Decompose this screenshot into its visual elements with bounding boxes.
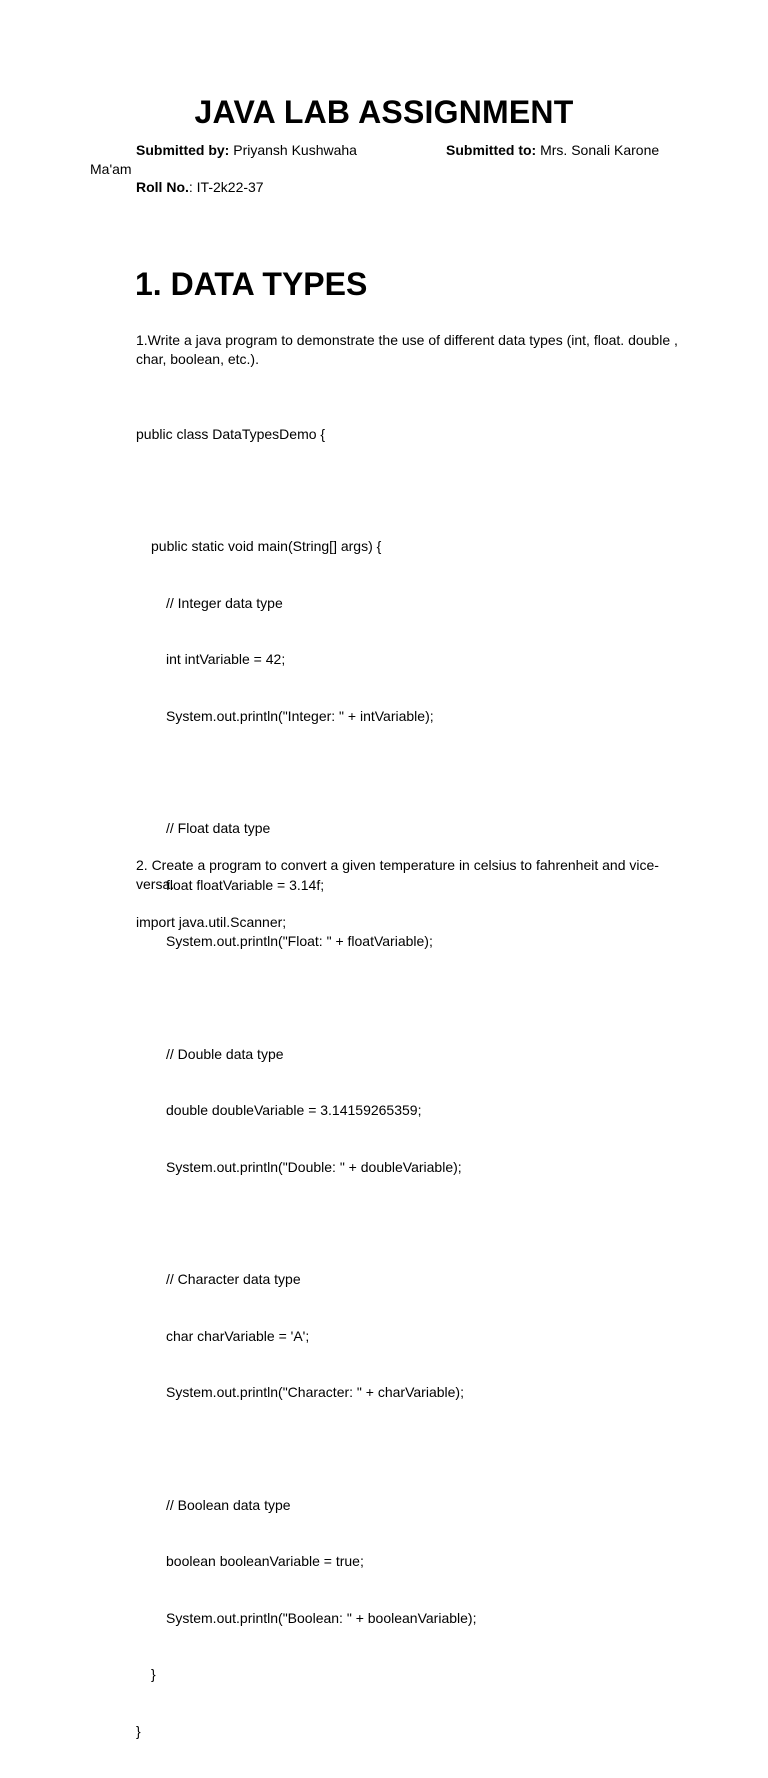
submitted-by-label: Submitted by: [136,142,230,158]
submitted-by-value: Priyansh Kushwaha [229,142,357,158]
code-line: // Float data type [166,820,271,837]
section-heading: 1. DATA TYPES [135,266,368,302]
question-2 [136,856,696,894]
code-line: System.out.println("Double: " + doubleVariable); [166,1158,462,1175]
code-line: System.out.println("Integer: " + intVariable); [166,707,434,724]
code-line [136,481,476,500]
document-title: JAVA LAB ASSIGNMENT [194,94,574,130]
roll-number-label: Roll No. [136,179,189,195]
code-line: boolean booleanVariable = true; [166,1553,364,1570]
code-line: // Boolean data type [166,1497,291,1514]
code-line: char charVariable = 'A'; [166,1327,310,1344]
submitted-to-value: Mrs. Sonali Karone [536,142,660,158]
code-line: } [136,1722,141,1739]
code-line: } [151,1666,156,1683]
submitted-to-line [446,141,659,159]
roll-number-value: : IT-2k22-37 [188,179,264,195]
code-line: // Double data type [166,1045,284,1062]
code-line: System.out.println("Character: " + charVariable); [166,1384,464,1401]
question-2-line-2: versa. [136,875,175,892]
code-line: public static void main(String[] args) { [151,538,382,555]
submitted-to-wrap: Ma'am [90,161,132,177]
code-line: System.out.println("Float: " + floatVariable); [166,933,433,950]
code-line [136,763,476,782]
import-line: import java.util.Scanner; [136,914,287,930]
submitted-to-label: Submitted to: [446,142,537,158]
code-line: float floatVariable = 3.14f; [166,876,325,893]
submitted-by-line [136,141,357,159]
code-line: // Character data type [166,1271,301,1288]
question-1 [136,331,696,369]
code-line [136,1214,476,1233]
code-line [136,989,476,1008]
code-line: double doubleVariable = 3.14159265359; [166,1102,422,1119]
code-block [136,387,476,1778]
code-line [136,1440,476,1459]
code-line: int intVariable = 42; [166,651,286,668]
question-1-line-1: 1.Write a java program to demonstrate the use of different data types (int, float. double , [136,332,678,348]
roll-number-line [136,178,264,196]
code-line: // Integer data type [166,594,283,611]
code-line: System.out.println("Boolean: " + booleanVariable); [166,1609,477,1626]
code-line: public class DataTypesDemo { [136,425,326,442]
question-1-line-2: char, boolean, etc.). [136,350,259,367]
question-2-line-1: 2. Create a program to convert a given temperature in celsius to fahrenheit and vice- [136,857,659,873]
